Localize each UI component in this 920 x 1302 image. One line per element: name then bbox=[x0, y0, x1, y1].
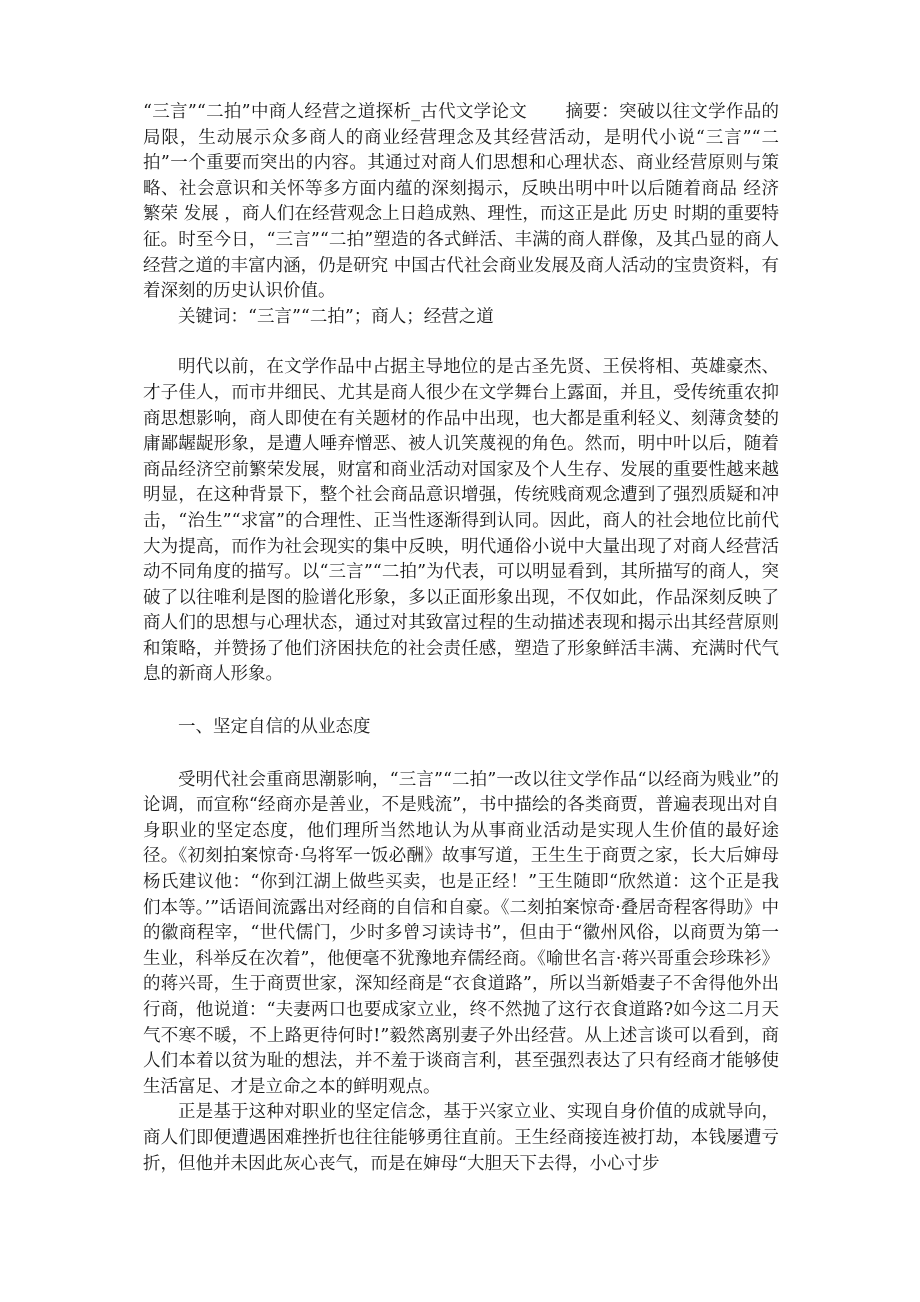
section1-paragraph-1: 受明代社会重商思潮影响，“三言”“二拍”一改以往文学作品“以经商为贱业”的论调，而宣称“经商亦是善业，不是贱流”，书中描绘的各类商贾，普遍表现出对自身职业的坚定态度，他们理所当然地认为从事商业活动是实现人生价值的最好途径。《初刻拍案惊奇·乌将军一饭必酬》故事写道，王生生于商贾之家，长大后婶母杨氏建议他：“你到江湖上做些买卖，也是正经！”王生随即“欣然道：这个正是我们本等。’”话语间流露出对经商的自信和自豪。《二刻拍案惊奇·叠居奇程客得助》中的徽商程宰，“世代儒门，少时多曾习读诗书”，但由于“徽州风俗，以商贾为第一生业，科举反在次着”，他便毫不犹豫地弃儒经商。《喻世名言·蒋兴哥重会珍珠衫》的蒋兴哥，生于商贾世家，深知经商是“衣食道路”，所以当新婚妻子不舍得他外出行商，他说道：“夫妻两口也要成家立业，终不然抛了这行衣食道路?如今这二月天气不寒不暖，不上路更待何时!”毅然离别妻子外出经营。从上述言谈可以看到，商人们本着以贫为耻的想法，并不羞于谈商言利，甚至强烈表达了只有经商才能够使生活富足、才是立命之本的鲜明观点。 bbox=[143, 769, 779, 1097]
abstract-label: 摘要： bbox=[565, 102, 620, 122]
document-title: “三言”“二拍”中商人经营之道探析_古代文学论文 bbox=[143, 102, 528, 122]
keywords: 关键词：“三言”“二拍”；商人；经营之道 bbox=[178, 306, 494, 327]
spacer bbox=[143, 688, 779, 715]
section-heading: 一、坚定自信的从业态度 bbox=[178, 717, 371, 738]
intro-paragraph: 明代以前，在文学作品中占据主导地位的是古圣先贤、王侯将相、英雄豪杰、才子佳人，而市井细民、尤其是商人很少在文学舞台上露面，并且，受传统重农抑商思想影响，商人即使在有关题材的作品中出现，也大都是重利轻义、刻薄贪婪的庸鄙龌龊形象，是遭人唾弃憎恶、被人讥笑蔑视的角色。然而，明中叶以后，随着商品经济空前繁荣发展，财富和商业活动对国家及个人生存、发展的重要性越来越明显，在这种背景下，整个社会商品意识增强，传统贱商观念遭到了强烈质疑和冲击，“治生”“求富”的合理性、正当性逐渐得到认同。因此，商人的社会地位比前代大为提高，而作为社会现实的集中反映，明代通俗小说中大量出现了对商人经营活动不同角度的描写。以“三言”“二拍”为代表，可以明显看到，其所描写的商人，突破了以往唯利是图的脸谱化形象，多以正面形象出现，不仅如此，作品深刻反映了商人们的思想与心理状态，通过对其致富过程的生动描述表现和揭示出其经营原则和策略，并赞扬了他们济困扶危的社会责任感，塑造了形象鲜活丰满、充满时代气息的新商人形象。 bbox=[143, 357, 779, 685]
title-and-abstract bbox=[143, 100, 779, 305]
section1-paragraph-2: 正是基于这种对职业的坚定信念，基于兴家立业、实现自身价值的成就导向，商人们即便遭遇困难挫折也往往能够勇往直前。王生经商接连被打劫，本钱屡遭亏折，但他并未因此灰心丧气，而是在婶母“大胆天下去得，小心寸步 bbox=[143, 1102, 779, 1174]
abstract-text: 突破以往文学作品的局限，生动展示众多商人的商业经营理念及其经营活动，是明代小说“三言”“二拍”一个重要而突出的内容。其通过对商人们思想和心理状态、商业经营原则与策略、社会意识和关怀等多方面内蕴的深刻揭示，反映出明中叶以后随着商品 经济 繁荣 发展 ，商人们在经营观念上日趋成熟、理性，而这正是此 历史 时期的重要特征。时至今日，“三言”“二拍”塑造的各式鲜活、丰满的商人群像，及其凸显的商人经营之道的丰富内涵，仍是研究 中国古代社会商业发展及商人活动的宝贵资料，有着深刻的历史认识价值。 bbox=[143, 102, 780, 302]
spacer bbox=[143, 741, 779, 768]
spacer bbox=[143, 330, 779, 355]
document-body bbox=[143, 100, 779, 1177]
